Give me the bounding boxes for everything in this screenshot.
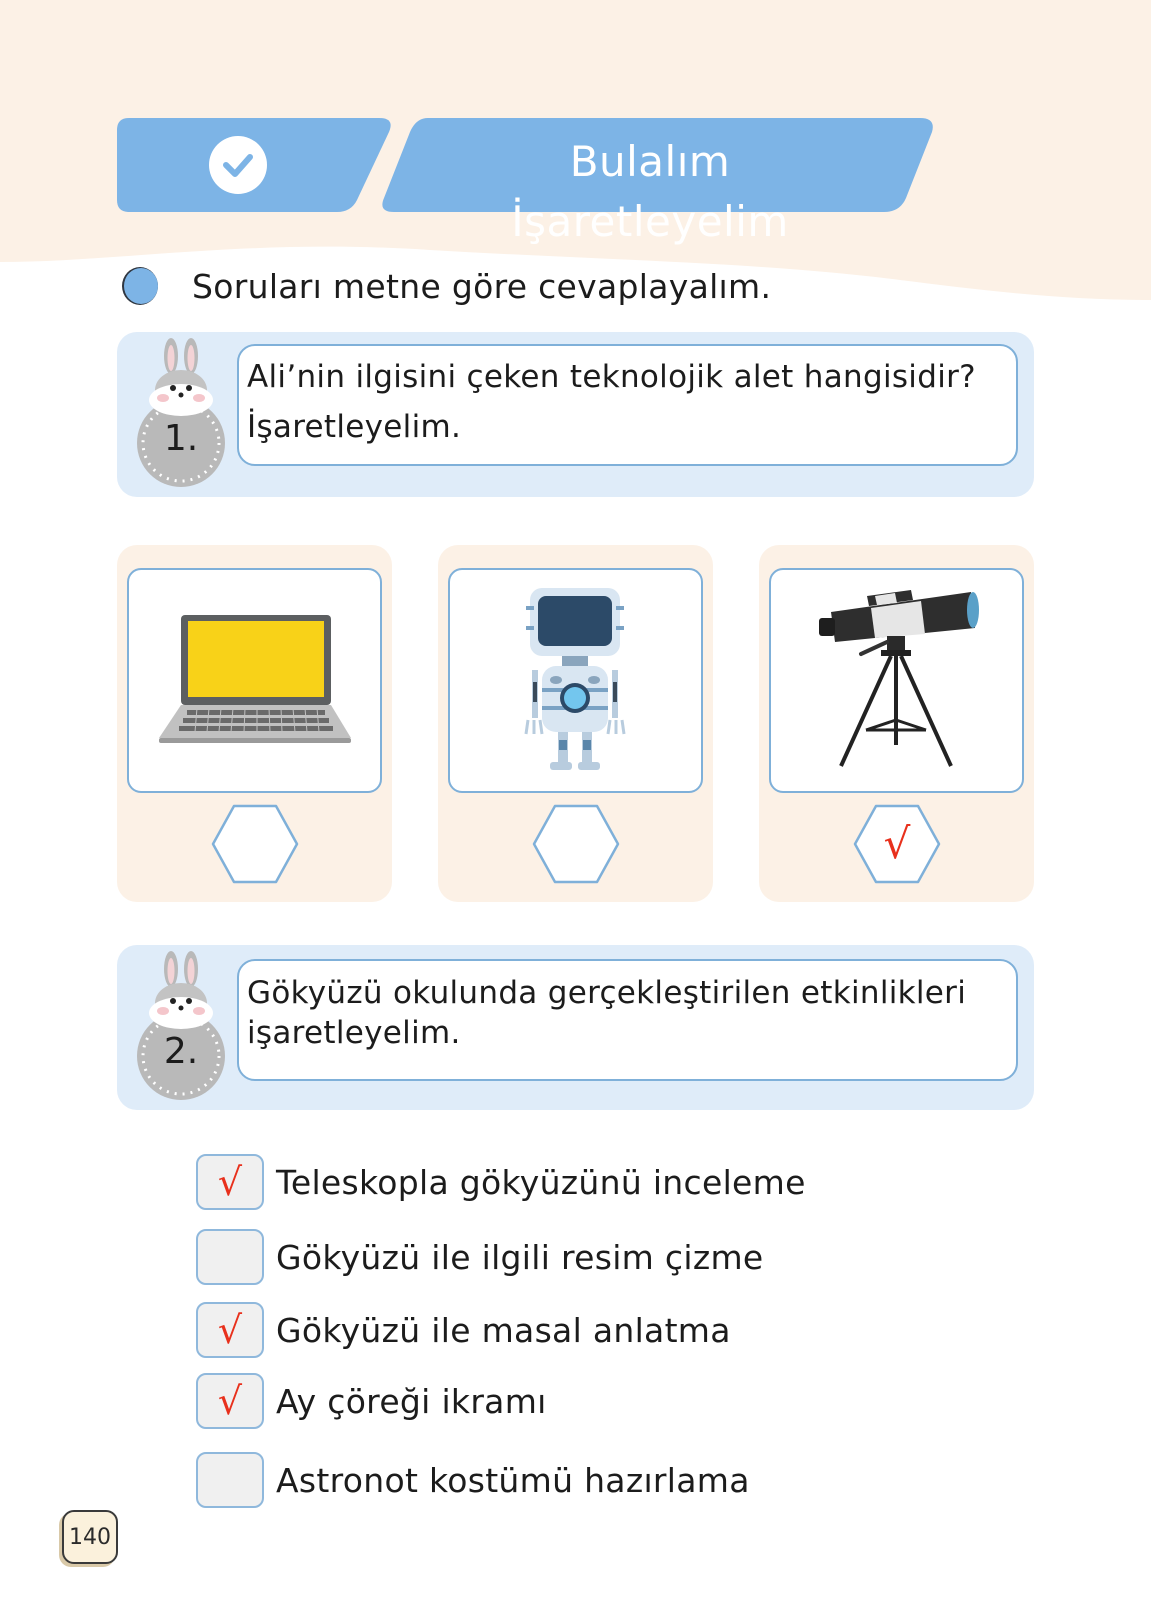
telescope-icon — [771, 570, 1022, 791]
instruction — [118, 262, 771, 310]
question-text: Ali’nin ilgisini çeken teknolojik alet hangisidir? İşaretleyelim. — [237, 344, 1018, 466]
laptop-icon — [129, 570, 380, 791]
checklist-label: Gökyüzü ile masal anlatma — [276, 1310, 731, 1350]
checklist-label: Gökyüzü ile ilgili resim çizme — [276, 1237, 764, 1277]
answer-mark — [210, 813, 300, 875]
checklist-label: Astronot kostümü hazırlama — [276, 1460, 750, 1500]
question-number: 1. — [163, 418, 199, 459]
checklist-label: Teleskopla gökyüzünü inceleme — [276, 1162, 806, 1202]
checklist-item — [196, 1227, 764, 1287]
checkbox-checked[interactable]: √ — [196, 1373, 264, 1429]
answer-mark — [531, 813, 621, 875]
checkbox-checked[interactable]: √ — [196, 1302, 264, 1358]
option-card-laptop — [117, 545, 392, 902]
question-number: 2. — [163, 1031, 199, 1072]
check-circle-icon — [209, 136, 267, 194]
checklist-item — [196, 1152, 806, 1212]
option-card-robot — [438, 545, 713, 902]
checklist-item — [196, 1450, 750, 1510]
bunny-number-badge-icon — [135, 951, 227, 1101]
bunny-number-badge-icon — [135, 338, 227, 488]
checkbox-checked[interactable]: √ — [196, 1154, 264, 1210]
telescope-image-frame — [769, 568, 1024, 793]
page-number: 140 — [62, 1510, 118, 1564]
option-card-telescope — [759, 545, 1034, 902]
robot-icon — [450, 570, 701, 791]
checklist-item — [196, 1371, 547, 1431]
instruction-text: Soruları metne göre cevaplayalım. — [192, 266, 772, 306]
question-text: Gökyüzü okulunda gerçekleştirilen etkinlikleri işaretleyelim. — [237, 959, 1018, 1081]
bullet-circle-icon — [118, 265, 160, 307]
question-2-panel — [117, 945, 1034, 1110]
question-1-panel — [117, 332, 1034, 497]
checkbox-empty[interactable] — [196, 1452, 264, 1508]
laptop-image-frame — [127, 568, 382, 793]
checkbox-empty[interactable] — [196, 1229, 264, 1285]
checklist-label: Ay çöreği ikramı — [276, 1381, 547, 1421]
robot-image-frame — [448, 568, 703, 793]
page-title: Bulalım İşaretleyelim — [511, 137, 789, 246]
answer-mark-checked: √ — [883, 819, 911, 868]
checklist-item — [196, 1300, 731, 1360]
